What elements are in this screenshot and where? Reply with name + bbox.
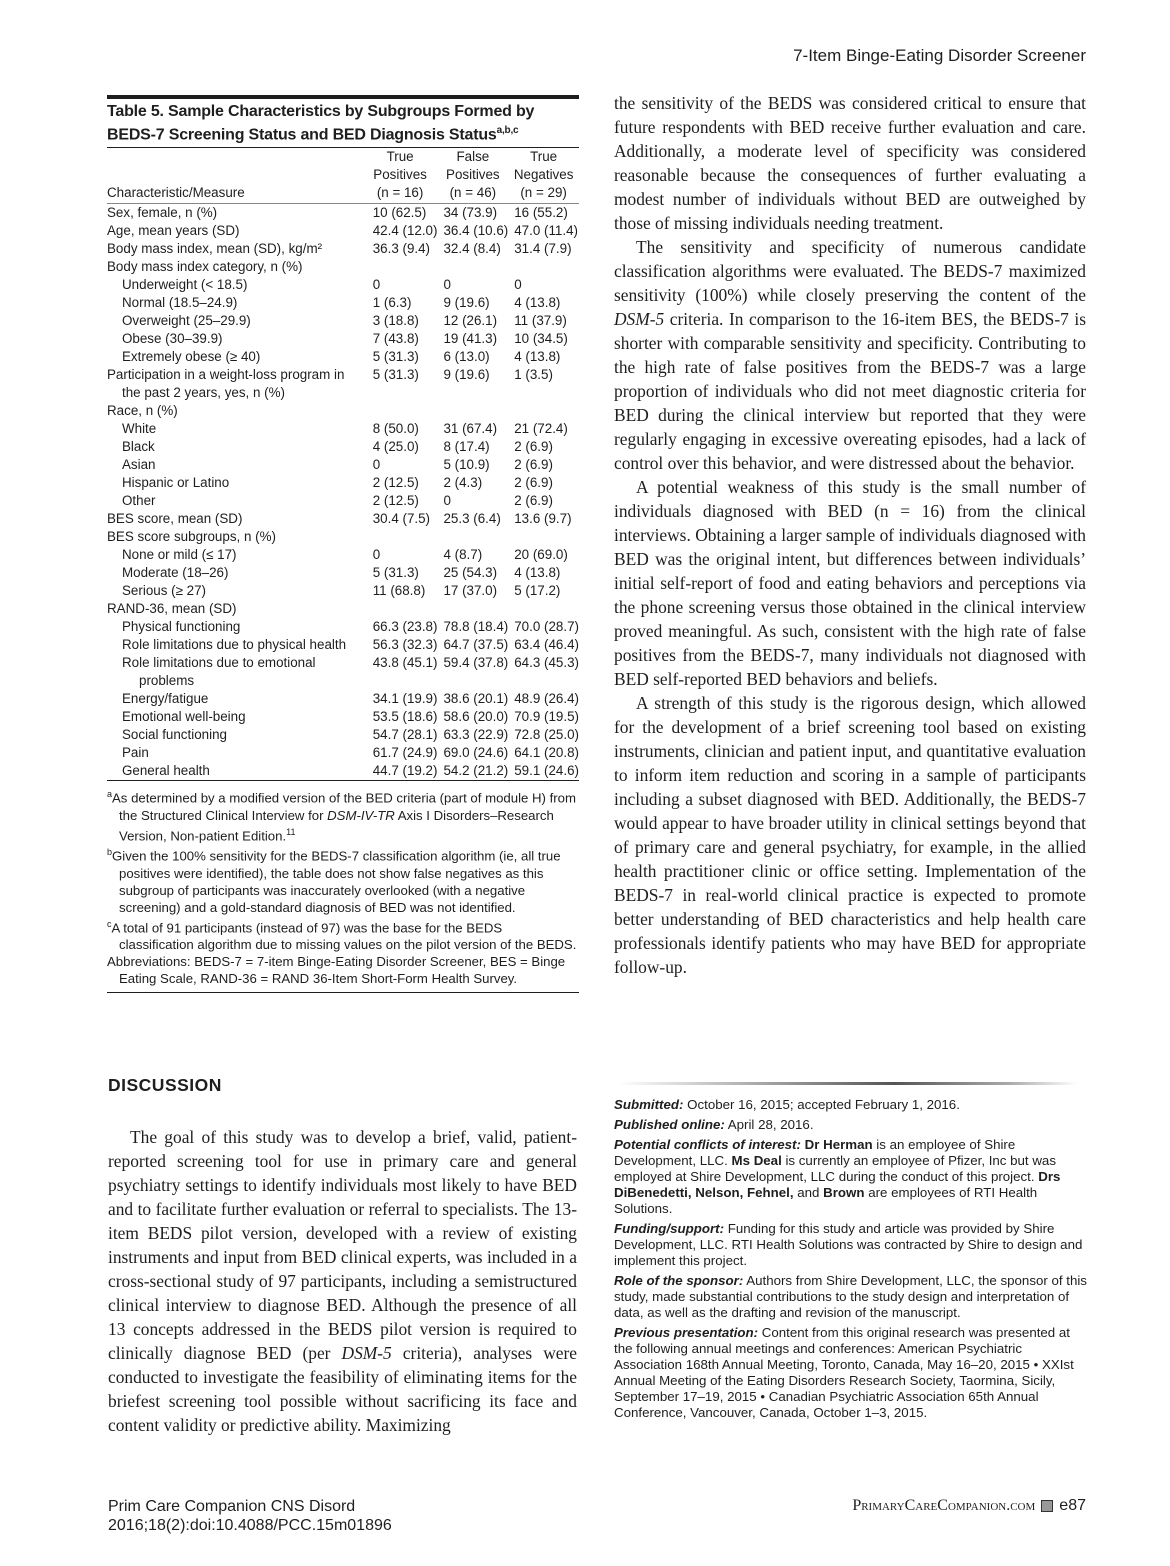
row-label: BES score, mean (SD) xyxy=(107,511,243,527)
row-label: RAND-36, mean (SD) xyxy=(107,601,237,617)
value-cell: 11 (37.9) xyxy=(514,313,567,329)
header-line: (n = 29) xyxy=(520,185,567,201)
note-label: Published online: xyxy=(614,1117,725,1132)
table-row xyxy=(107,240,579,258)
note-text: Content from this original research was presented at the following annual meetings and conferences: American Psychiatric Association 168th Annual Meeting, Toronto, Canada, May 16–20, 2015 • XXIst Annual Meeting of the Eating Disorders Research Society, Taormina, Sicily, September 17–19, 2015 • Canadian Psychiatric Association 65th Annual Conference, Vancouver, Canada, October 1–3, 2015. xyxy=(614,1325,1074,1420)
value-cell: 59.4 (37.8) xyxy=(443,655,509,671)
value-cell xyxy=(508,402,579,420)
table-row xyxy=(107,564,579,582)
note-text: April 28, 2016. xyxy=(724,1117,814,1132)
table-row xyxy=(107,366,579,402)
value-cell: 70.0 (28.7) xyxy=(514,619,579,635)
footer-journal: Prim Care Companion CNS Disord xyxy=(108,1498,356,1515)
table-body xyxy=(107,204,579,781)
row-label-cell xyxy=(107,276,363,294)
table-title-footnote-marks: a,b,c xyxy=(496,125,519,136)
value-cell: 1 (3.5) xyxy=(514,367,553,383)
table-row xyxy=(107,708,579,726)
header-line: Positives xyxy=(446,167,500,183)
footnote-text: A total of 91 participants (instead of 97) was the base for the BEDS classification algorithm due to missing values on the pilot version of the BEDS. xyxy=(111,919,577,952)
table-row xyxy=(107,258,579,276)
right-column-body xyxy=(614,91,1086,979)
table-row xyxy=(107,348,579,366)
note-text: Authors from Shire Development, LLC, the sponsor of this study, made substantial contributions to the study design and interpretation of data, as well as the drafting and revision of the manuscript. xyxy=(614,1273,1087,1320)
table-row xyxy=(107,402,579,420)
paragraph-italic: DSM-5 xyxy=(614,309,665,329)
value-cell: 11 (68.8) xyxy=(372,583,426,599)
value-cell: 63.3 (22.9) xyxy=(443,727,509,743)
footnote-text: Given the 100% sensitivity for the BEDS-7 classification algorithm (ie, all true positives were identified), the table does not show false negatives as this subgroup of participants was inaccurately overlooked (with a negative screening) and a gold-standard diagnosis of BED was not identified. xyxy=(112,848,561,915)
row-label: Underweight (< 18.5) xyxy=(122,277,248,293)
row-label: Overweight (25–29.9) xyxy=(122,313,251,329)
value-cell: 31.4 (7.9) xyxy=(514,241,572,257)
value-cell xyxy=(363,402,438,420)
row-label-cell xyxy=(107,312,363,330)
row-label: Body mass index category, n (%) xyxy=(107,259,303,275)
value-cell xyxy=(437,600,508,618)
row-label-cell xyxy=(107,294,363,312)
table-row xyxy=(107,600,579,618)
footer-page-info xyxy=(852,1497,1086,1515)
value-cell: 2 (12.5) xyxy=(372,475,419,491)
paragraph-text: criteria), analyses were conducted to investigate the feasibility of eliminating items for the briefest screening tool possible without sacrificing its face and content validity or predictive ability. Maximizing xyxy=(108,1343,577,1435)
table-row xyxy=(107,294,579,312)
value-cell: 66.3 (23.8) xyxy=(372,619,438,635)
value-cell: 10 (62.5) xyxy=(372,205,427,221)
row-label-cell xyxy=(107,420,363,438)
row-label: Race, n (%) xyxy=(107,403,178,419)
row-label-cell xyxy=(107,762,363,780)
value-cell: 1 (6.3) xyxy=(372,295,412,311)
table-row xyxy=(107,474,579,492)
footer-citation xyxy=(108,1497,392,1535)
row-label-cell xyxy=(107,600,363,618)
table-row xyxy=(107,726,579,744)
value-cell: 19 (41.3) xyxy=(443,331,498,347)
row-label-cell xyxy=(107,474,363,492)
row-label-cell xyxy=(107,618,363,636)
footnote-mark: a xyxy=(107,789,113,800)
value-cell: 7 (43.8) xyxy=(372,331,419,347)
row-label: Moderate (18–26) xyxy=(122,565,229,581)
value-cell: 64.3 (45.3) xyxy=(514,655,579,671)
table-row xyxy=(107,420,579,438)
row-label-cell xyxy=(107,708,363,726)
value-cell xyxy=(437,528,508,546)
value-cell xyxy=(508,258,579,276)
row-label: BES score subgroups, n (%) xyxy=(107,529,276,545)
header-line: False xyxy=(456,149,490,165)
value-cell: 54.7 (28.1) xyxy=(372,727,438,743)
value-cell: 25.3 (6.4) xyxy=(443,511,501,527)
note-text: are employees of RTI Health Solutions. xyxy=(614,1185,1038,1216)
note-label: Previous presentation: xyxy=(614,1325,759,1340)
value-cell: 0 xyxy=(443,493,451,509)
table-row xyxy=(107,654,579,690)
note-label: Submitted: xyxy=(614,1097,684,1112)
value-cell: 38.6 (20.1) xyxy=(443,691,509,707)
table-row xyxy=(107,312,579,330)
paragraph-text: criteria. In comparison to the 16-item BES, the BEDS-7 is shorter with comparable sensitivity and specificity. Contributing to the high rate of false positives from the BEDS-7 was a large proportion of individuals who did not meet diagnostic criteria for BED during the clinical interview but reported that they were regularly engaging in excessive overeating episodes, had a lack of control over this behavior, and were distressed about the behavior. xyxy=(614,309,1086,473)
value-cell: 8 (17.4) xyxy=(443,439,490,455)
table-row xyxy=(107,222,579,240)
value-cell: 2 (6.9) xyxy=(514,493,553,509)
row-label-cell xyxy=(107,348,363,366)
value-cell: 5 (10.9) xyxy=(443,457,490,473)
footnote-text: Axis I Disorders–Research Version, Non-patient Edition. xyxy=(119,807,554,844)
header-false-positives xyxy=(437,148,508,204)
value-cell: 0 xyxy=(443,277,451,293)
row-label-cell xyxy=(107,564,363,582)
value-cell: 64.1 (20.8) xyxy=(514,745,579,761)
header-true-negatives xyxy=(508,148,579,204)
header-line: Positives xyxy=(373,167,427,183)
footnote-c xyxy=(107,916,579,953)
row-label-cell xyxy=(107,690,363,708)
row-label-cell xyxy=(107,366,363,402)
paragraph-italic: DSM-5 xyxy=(341,1343,392,1363)
footnote-a xyxy=(107,786,579,844)
table-title xyxy=(107,99,579,147)
value-cell: 4 (13.8) xyxy=(514,565,561,581)
row-label: Energy/fatigue xyxy=(122,691,209,707)
row-label: Obese (30–39.9) xyxy=(122,331,223,347)
value-cell: 6 (13.0) xyxy=(443,349,490,365)
row-label: Age, mean years (SD) xyxy=(107,223,240,239)
value-cell: 21 (72.4) xyxy=(514,421,568,437)
discussion-paragraph-4: A strength of this study is the rigorous design, which allowed for the development of a brief screening tool based on existing instruments, clinician and patient input, and quantitative evaluation to inform item reduction and scoring in a sample of participants including a subset diagnosed with BED. Additionally, the BEDS-7 would appear to have broader utility in clinical settings beyond that of primary care and general psychiatry, for example, in the allied health practitioner clinic or office setting. Implementation of the BEDS-7 in real-world clinical practice is expected to promote better understanding of BED characteristics and help health care professionals identify patients who may have BED for appropriate follow-up. xyxy=(614,693,1086,977)
note-previous-presentation xyxy=(614,1325,1088,1421)
value-cell xyxy=(437,258,508,276)
row-label: Physical functioning xyxy=(122,619,241,635)
value-cell: 30.4 (7.5) xyxy=(372,511,431,527)
paragraph-text: The goal of this study was to develop a brief, valid, patient-reported screening tool for use in primary care and general psychiatry settings to identify individuals most likely to have BED and to facilitate further evaluation or referral to specialists. The 13-item BEDS pilot version, developed with a review of existing instruments and input from BED clinical experts, was included in a cross-sectional study of 97 participants, including a semistructured clinical interview to diagnose BED. Although the presence of all 13 concepts addressed in the BEDS pilot version is required to clinically diagnose BED (per xyxy=(108,1127,577,1363)
table-row xyxy=(107,762,579,780)
row-label-cell xyxy=(107,222,363,240)
header-label: Characteristic/Measure xyxy=(107,185,245,201)
row-label-cell xyxy=(107,744,363,762)
value-cell: 34 (73.9) xyxy=(443,205,498,221)
row-label-cell xyxy=(107,330,363,348)
value-cell: 4 (25.0) xyxy=(372,439,419,455)
row-label: None or mild (≤ 17) xyxy=(122,547,237,563)
row-label: General health xyxy=(122,763,210,779)
value-cell: 54.2 (21.2) xyxy=(443,763,509,779)
value-cell xyxy=(437,402,508,420)
row-label: White xyxy=(122,421,157,437)
value-cell: 64.7 (37.5) xyxy=(443,637,509,653)
value-cell: 69.0 (24.6) xyxy=(443,745,509,761)
left-column-body xyxy=(108,1125,577,1437)
value-cell: 2 (12.5) xyxy=(372,493,419,509)
discussion-paragraph-3: A potential weakness of this study is the small number of individuals diagnosed with BED (n = 16) from the clinical interviews. Obtaining a larger sample of individuals diagnosed with BED was the original intent, but differences between individuals’ initial self-report of food and eating behaviors and perceptions via the phone screening versus those obtained in the clinical interview proved meaningful. As such, consistent with the high rate of false positives from the BEDS-7, many individuals not diagnosed with BED self-reported BED behaviors and beliefs. xyxy=(614,477,1086,689)
note-text: and xyxy=(793,1185,820,1200)
row-label-cell xyxy=(107,510,363,528)
table-row xyxy=(107,618,579,636)
note-text: is an employee of Shire Development, LLC. xyxy=(614,1137,1016,1168)
row-label-cell xyxy=(107,240,363,258)
row-label: Hispanic or Latino xyxy=(122,475,230,491)
footnote-mark: c xyxy=(107,918,112,929)
table-row xyxy=(107,528,579,546)
value-cell: 48.9 (26.4) xyxy=(514,691,579,707)
value-cell: 2 (6.9) xyxy=(514,475,553,491)
value-cell: 9 (19.6) xyxy=(443,295,490,311)
value-cell: 31 (67.4) xyxy=(443,421,498,437)
row-label-cell xyxy=(107,528,363,546)
note-conflicts xyxy=(614,1137,1088,1217)
header-line: True xyxy=(530,149,558,165)
row-label: Sex, female, n (%) xyxy=(107,205,218,221)
table-5 xyxy=(107,95,579,993)
footnotes-bottom-rule xyxy=(107,992,579,993)
header-line: (n = 16) xyxy=(376,185,424,201)
footer-site-link[interactable]: PrimaryCareCompanion.com xyxy=(852,1497,1036,1514)
value-cell: 0 xyxy=(514,277,522,293)
row-label: Social functioning xyxy=(122,727,227,743)
row-label-cell xyxy=(107,258,363,276)
value-cell: 72.8 (25.0) xyxy=(514,727,579,743)
row-label-cell xyxy=(107,636,363,654)
header-line: True xyxy=(386,149,414,165)
value-cell: 16 (55.2) xyxy=(514,205,568,221)
value-cell xyxy=(363,600,438,618)
abbreviations: Abbreviations: BEDS-7 = 7-item Binge-Eating Disorder Screener, BES = Binge Eating Scale, RAND-36 = RAND 36-Item Short-Form Health Survey. xyxy=(107,953,566,986)
table-row xyxy=(107,546,579,564)
row-label: Role limitations due to physical health xyxy=(122,637,347,653)
value-cell: 36.4 (10.6) xyxy=(443,223,509,239)
table-row xyxy=(107,510,579,528)
value-cell: 47.0 (11.4) xyxy=(514,223,579,239)
value-cell: 2 (6.9) xyxy=(514,439,553,455)
note-submitted xyxy=(614,1097,1088,1113)
value-cell xyxy=(508,600,579,618)
table-row xyxy=(107,276,579,294)
square-bullet-icon xyxy=(1041,1500,1053,1512)
discussion-paragraph-1-continued: the sensitivity of the BEDS was considered critical to ensure that future respondents with BED receive further evaluation and care. Additionally, a moderate level of specificity was considered reasonable because the consequences of further evaluating a modest number of individuals without BED are outweighed by those of missing individuals needing treatment. xyxy=(614,93,1086,233)
row-label-cell xyxy=(107,438,363,456)
footnote-italic: DSM-IV-TR xyxy=(327,807,395,823)
value-cell: 53.5 (18.6) xyxy=(372,709,438,725)
row-label-cell xyxy=(107,204,363,223)
paragraph-text: The sensitivity and specificity of numerous candidate classification algorithms were evaluated. The BEDS-7 maximized sensitivity (100%) while closely preserving the content of the xyxy=(614,237,1086,305)
footer-doi: 2016;18(2):doi:10.4088/PCC.15m01896 xyxy=(108,1517,392,1534)
discussion-heading: DISCUSSION xyxy=(108,1075,222,1095)
value-cell: 12 (26.1) xyxy=(443,313,498,329)
value-cell: 70.9 (19.5) xyxy=(514,709,579,725)
notes-divider xyxy=(618,1082,1078,1085)
reference-mark: 11 xyxy=(286,826,296,837)
row-label-cell xyxy=(107,546,363,564)
value-cell: 44.7 (19.2) xyxy=(372,763,438,779)
value-cell: 4 (13.8) xyxy=(514,349,561,365)
value-cell: 5 (31.3) xyxy=(372,349,419,365)
value-cell: 0 xyxy=(372,547,381,563)
note-label: Role of the sponsor: xyxy=(614,1273,744,1288)
running-head: 7-Item Binge-Eating Disorder Screener xyxy=(793,46,1086,65)
value-cell: 10 (34.5) xyxy=(514,331,568,347)
note-text: Funding for this study and article was provided by Shire Development, LLC. RTI Health Solutions was contracted by Shire to design and implement this project. xyxy=(614,1221,1083,1268)
row-label: Pain xyxy=(122,745,149,761)
table-row xyxy=(107,456,579,474)
row-label-cell xyxy=(107,582,363,600)
note-text: is currently an employee of Pfizer, Inc but was employed at Shire Development, LLC during the conduct of this project. xyxy=(614,1153,1056,1184)
value-cell: 36.3 (9.4) xyxy=(372,241,431,257)
value-cell: 34.1 (19.9) xyxy=(372,691,438,707)
value-cell: 78.8 (18.4) xyxy=(443,619,509,635)
table-title-line2 xyxy=(107,121,579,144)
table-row xyxy=(107,636,579,654)
value-cell: 32.4 (8.4) xyxy=(443,241,501,257)
note-published xyxy=(614,1117,1088,1133)
table-header-row xyxy=(107,148,579,204)
table-footnotes xyxy=(107,781,579,987)
value-cell: 5 (31.3) xyxy=(372,367,419,383)
table-row xyxy=(107,582,579,600)
note-label: Funding/support: xyxy=(614,1221,725,1236)
row-label-cell xyxy=(107,456,363,474)
note-funding xyxy=(614,1221,1088,1269)
footnote-mark: b xyxy=(107,847,113,858)
value-cell: 5 (31.3) xyxy=(372,565,419,581)
value-cell: 61.7 (24.9) xyxy=(372,745,438,761)
footnote-b xyxy=(107,844,579,915)
value-cell: 4 (13.8) xyxy=(514,295,561,311)
row-label: Participation in a weight-loss program in the past 2 years, yes, n (%) xyxy=(107,367,345,401)
row-label: Extremely obese (≥ 40) xyxy=(122,349,261,365)
author-name: Ms Deal xyxy=(727,1153,782,1168)
row-label: Normal (18.5–24.9) xyxy=(122,295,238,311)
author-name: Drs DiBenedetti, Nelson, Fehnel, xyxy=(614,1169,1061,1200)
row-label-cell xyxy=(107,654,363,690)
value-cell: 0 xyxy=(372,277,381,293)
note-sponsor-role xyxy=(614,1273,1088,1321)
author-name: Brown xyxy=(819,1185,865,1200)
value-cell xyxy=(508,528,579,546)
discussion-paragraph-1 xyxy=(108,1125,577,1437)
value-cell: 59.1 (24.6) xyxy=(514,763,579,779)
row-label: Other xyxy=(122,493,156,509)
table-row xyxy=(107,690,579,708)
note-text: October 16, 2015; accepted February 1, 2016. xyxy=(683,1097,960,1112)
value-cell xyxy=(363,528,438,546)
table-row xyxy=(107,204,579,223)
value-cell: 2 (6.9) xyxy=(514,457,553,473)
row-label: Asian xyxy=(122,457,156,473)
value-cell xyxy=(363,258,438,276)
header-line: (n = 46) xyxy=(449,185,497,201)
page-number: e87 xyxy=(1059,1497,1086,1514)
value-cell: 3 (18.8) xyxy=(372,313,419,329)
value-cell: 8 (50.0) xyxy=(372,421,419,437)
value-cell: 17 (37.0) xyxy=(443,583,498,599)
value-cell: 9 (19.6) xyxy=(443,367,490,383)
row-label-cell xyxy=(107,726,363,744)
value-cell: 2 (4.3) xyxy=(443,475,483,491)
value-cell: 25 (54.3) xyxy=(443,565,498,581)
value-cell: 5 (17.2) xyxy=(514,583,561,599)
value-cell: 13.6 (9.7) xyxy=(514,511,572,527)
discussion-paragraph-2 xyxy=(614,235,1086,475)
value-cell: 20 (69.0) xyxy=(514,547,568,563)
value-cell: 56.3 (32.3) xyxy=(372,637,438,653)
table-row xyxy=(107,492,579,510)
row-label: Serious (≥ 27) xyxy=(122,583,207,599)
value-cell: 0 xyxy=(372,457,381,473)
table-row xyxy=(107,744,579,762)
row-label: Black xyxy=(122,439,155,455)
article-notes xyxy=(614,1097,1088,1425)
value-cell: 4 (8.7) xyxy=(443,547,483,563)
note-label: Potential conflicts of interest: xyxy=(614,1137,801,1152)
table-title-line1: Table 5. Sample Characteristics by Subgroups Formed by xyxy=(107,103,535,120)
author-name: Dr Herman xyxy=(800,1137,873,1152)
row-label: Role limitations due to emotional problems xyxy=(122,655,316,689)
header-characteristic xyxy=(107,148,363,204)
header-line: Negatives xyxy=(513,167,574,183)
value-cell: 63.4 (46.4) xyxy=(514,637,579,653)
characteristics-table xyxy=(107,148,579,780)
table-row xyxy=(107,330,579,348)
footnote-text: As determined by a modified version of the BED criteria (part of module H) from the Structured Clinical Interview for xyxy=(112,790,576,823)
row-label-cell xyxy=(107,402,363,420)
row-label-cell xyxy=(107,492,363,510)
value-cell: 58.6 (20.0) xyxy=(443,709,509,725)
value-cell: 42.4 (12.0) xyxy=(372,223,438,239)
row-label: Emotional well-being xyxy=(122,709,246,725)
row-label: Body mass index, mean (SD), kg/m² xyxy=(107,241,323,257)
table-row xyxy=(107,438,579,456)
header-true-positives xyxy=(363,148,438,204)
value-cell: 43.8 (45.1) xyxy=(372,655,438,671)
table-title-text: BEDS-7 Screening Status and BED Diagnosis Status xyxy=(107,126,497,144)
